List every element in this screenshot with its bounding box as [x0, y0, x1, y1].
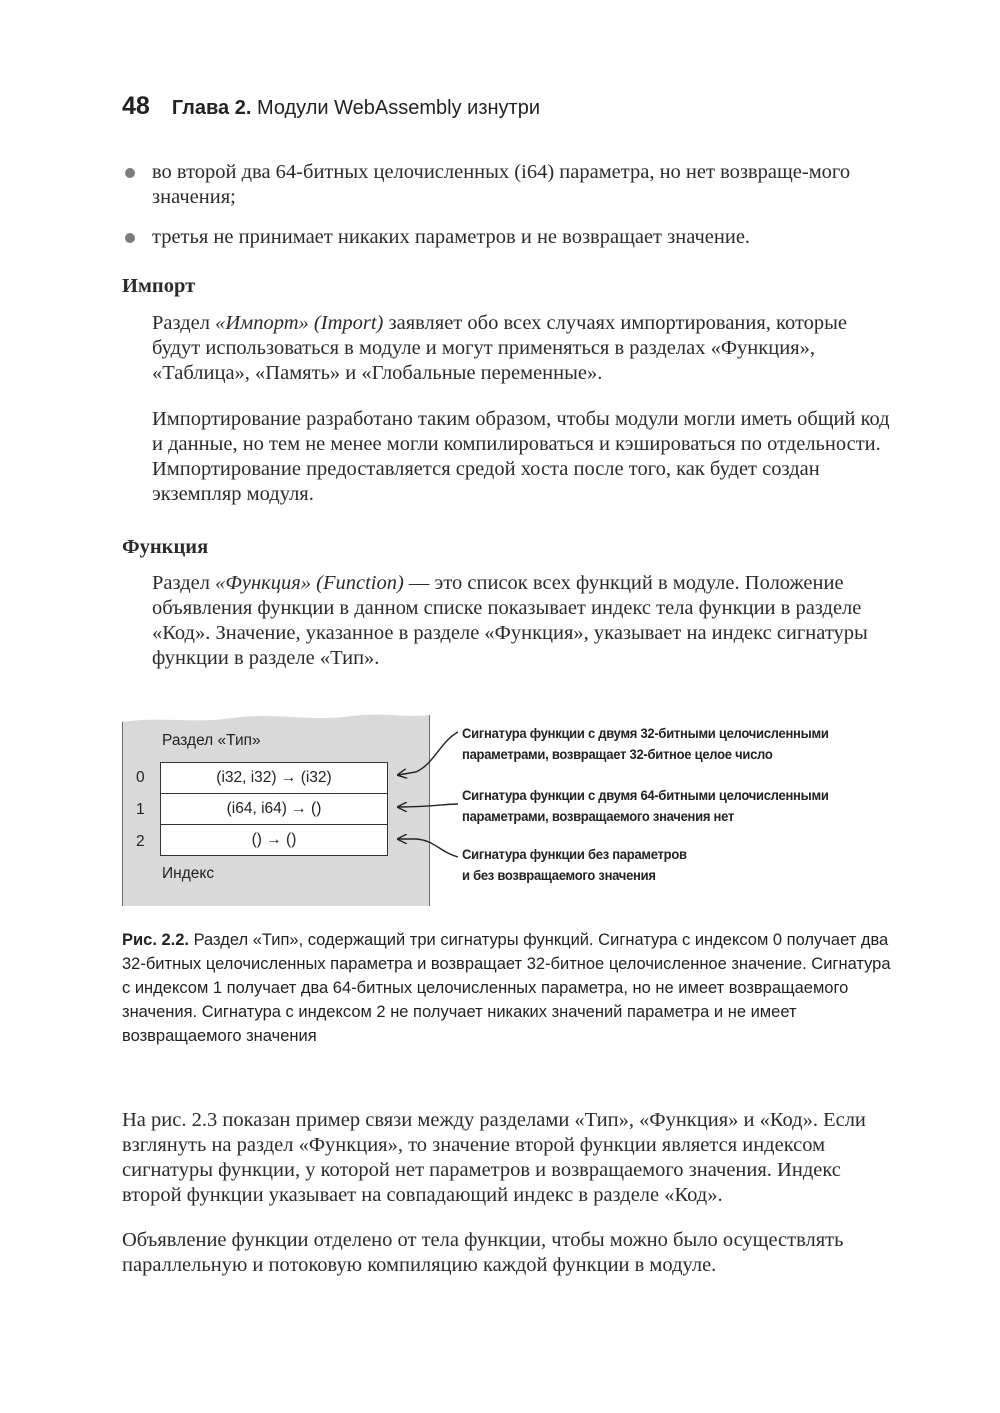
body-paragraph-2: Объявление функции отделено от тела функции, чтобы можно было осуществлять параллельную и потоковую компиляцию каждой функции в модуле.	[122, 1229, 844, 1276]
running-header	[122, 92, 540, 124]
callout-line: Сигнатура функции с двумя 64-битными целочисленными	[462, 787, 829, 803]
chapter-title	[172, 97, 540, 120]
row-index: 1	[136, 801, 145, 818]
section-heading-function: Функция	[122, 536, 209, 558]
signature-row: () → ()	[251, 831, 297, 848]
term-import: «Импорт» (Import)	[215, 312, 384, 334]
figure-type-section	[122, 712, 892, 912]
term-function: «Функция» (Function)	[215, 572, 404, 594]
text-fragment: Раздел	[152, 312, 216, 334]
callout-line: параметрами, возвращает 32-битное целое число	[462, 746, 773, 762]
figure-caption	[122, 928, 892, 1048]
arrow-icon	[398, 732, 458, 775]
callout-signature-1	[462, 785, 829, 827]
callout-arrows	[384, 712, 474, 906]
section-heading-import: Импорт	[122, 275, 196, 297]
bullet-icon	[125, 168, 135, 178]
list-item	[122, 225, 892, 250]
arrow-icon	[398, 804, 458, 807]
import-paragraph-1	[152, 311, 892, 386]
signature-row: (i64, i64) → ()	[161, 794, 387, 825]
callout-line: Сигнатура функции с двумя 32-битными целочисленными	[462, 725, 829, 741]
body-paragraph-1: На рис. 2.3 показан пример связи между разделами «Тип», «Функция» и «Код». Если взглянуть на раздел «Функция», то значение второй функции является индексом сигнатуры функции, у которой нет параметров и возвращаемого значения. Индекс второй функции указывает на совпадающий индекс в разделе «Код».	[122, 1109, 866, 1206]
chapter-name: Модули WebAssembly изнутри	[256, 97, 540, 119]
chapter-label: Глава 2.	[171, 97, 252, 119]
callout-line: и без возвращаемого значения	[462, 867, 656, 883]
list-item	[122, 160, 892, 210]
text-fragment: — это список всех функций в модуле. Положение объявления функции в данном списке показывает индекс тела функции в разделе «Код». Значение, указанное в разделе «Функция», указывает на индекс сигнатуры функции в разделе «Тип».	[152, 572, 868, 669]
caption-text: Раздел «Тип», содержащий три сигнатуры функций. Сигнатура с индексом 0 получает два 32-битных целочисленных параметра и возвращает 32-битное целочисленное значение. Сигнатура с индексом 1 получает два 64-битных целочисленных параметра, но не имеет возвращаемого значения. Сигнатура с индексом 2 не получает никаких значений параметра и не имеет возвращаемого значения	[122, 931, 891, 1045]
import-paragraph-2: Импортирование разработано таким образом, чтобы модули могли иметь общий код и данные, но тем не менее могли компилироваться и кэшироваться по отдельности. Импортирование предоставляется средой хоста после того, как будет создан экземпляр модуля.	[152, 408, 890, 505]
callout-line: параметрами, возвращаемого значения нет	[462, 808, 734, 824]
callout-line: Сигнатура функции без параметров	[462, 846, 687, 862]
bullet-list	[122, 160, 892, 265]
signature-table	[160, 762, 388, 856]
bullet-icon	[125, 233, 135, 243]
bullet-text: во второй два 64-битных целочисленных (i64) параметра, но нет возвраще-мого значения;	[152, 161, 851, 208]
panel-title: Раздел «Тип»	[162, 732, 261, 749]
row-index: 2	[136, 833, 145, 850]
bullet-text: третья не принимает никаких параметров и не возвращает значение.	[152, 226, 751, 248]
caption-label: Рис. 2.2.	[122, 931, 190, 949]
callout-signature-0	[462, 723, 829, 765]
row-index: 0	[136, 769, 145, 786]
text-fragment: заявляет обо всех случаях импортирования, которые будут использоваться в модуле и могут применяться в разделах «Функция», «Таблица», «Память» и «Глобальные переменные».	[152, 312, 848, 384]
text-fragment: Раздел	[152, 572, 216, 594]
callout-signature-2	[462, 844, 687, 886]
arrow-icon	[398, 839, 458, 857]
index-label: Индекс	[162, 865, 215, 882]
page-number: 48	[122, 92, 150, 120]
function-paragraph	[152, 571, 892, 671]
signature-row: (i32, i32) → (i32)	[161, 763, 387, 794]
